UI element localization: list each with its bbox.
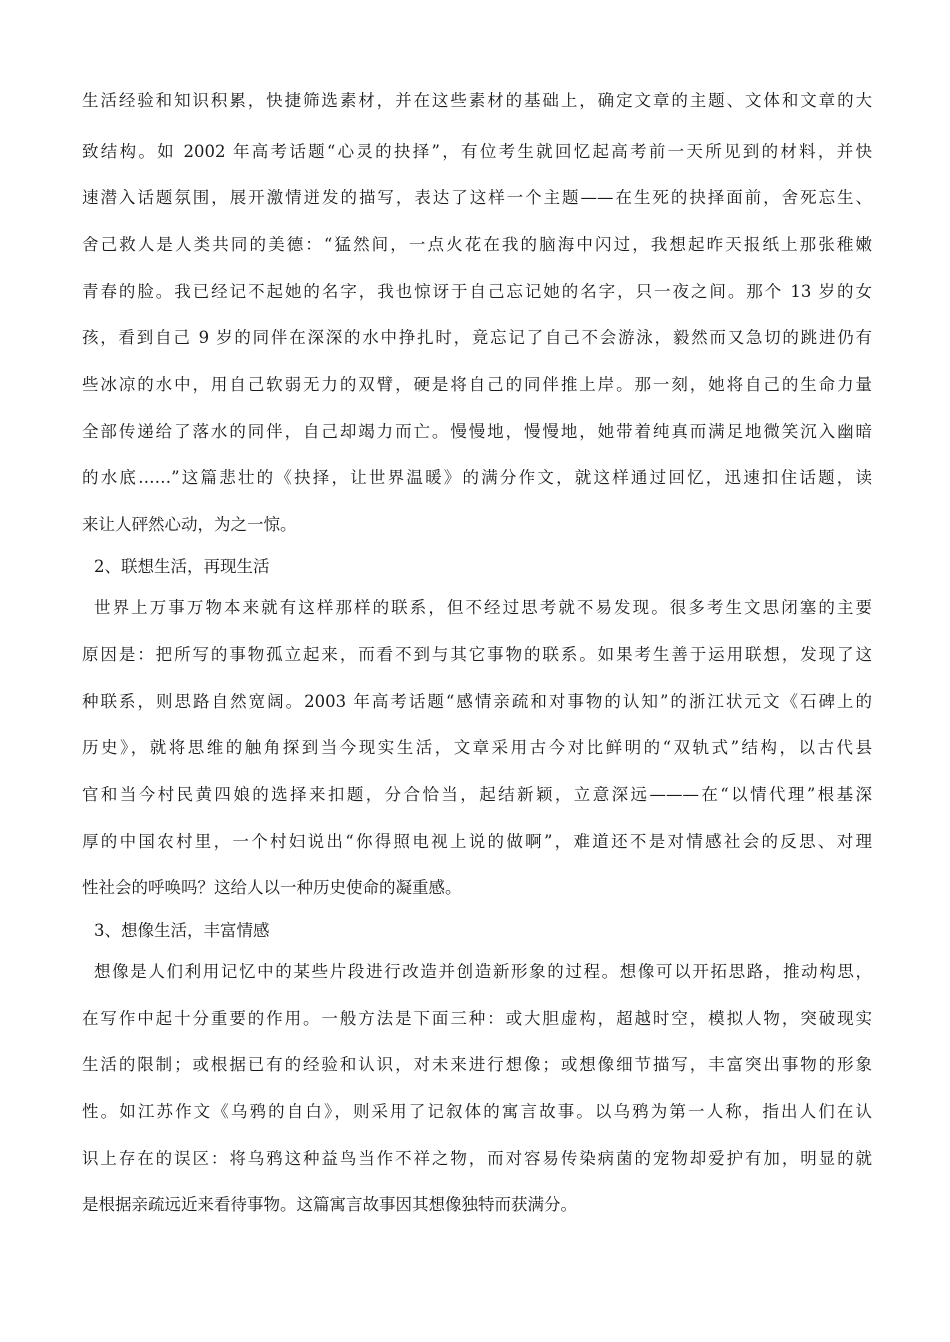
text-line: 速潜入话题氛围，展开激情迸发的描写，表达了这样一个主题——在生死的抉择面前，舍死忘生、 [82,188,872,207]
text-line: 性。如江苏作文《乌鸦的自白》，则采用了记叙体的寓言故事。以乌鸦为第一人称，指出人们在认 [82,1102,872,1121]
text-line: 些冰凉的水中，用自己软弱无力的双臂，硬是将自己的同伴推上岸。那一刻，她将自己的生命力量 [82,375,872,394]
text-line: 生活经验和知识积累，快捷筛选素材，并在这些素材的基础上，确定文章的主题、文体和文章的大 [82,91,872,110]
text-line: 致结构。如 2002 年高考话题“心灵的抉择”，有位考生就回忆起高考前一天所见到的材料，并快 [82,142,872,161]
section-heading: 3、想像生活，丰富情感 [94,921,270,940]
text-line: 舍己救人是人类共同的美德：“猛然间，一点火花在我的脑海中闪过，我想起昨天报纸上那张稚嫩 [82,235,872,254]
text-line: 孩，看到自己 9 岁的同伴在深深的水中挣扎时，竟忘记了自己不会游泳，毅然而又急切的跳进仍有 [82,328,872,347]
text-line: 在写作中起十分重要的作用。一般方法是下面三种：或大胆虚构，超越时空，模拟人物，突破现实 [82,1009,872,1028]
text-line: 原因是：把所写的事物孤立起来，而看不到与其它事物的联系。如果考生善于运用联想，发现了这 [82,645,872,664]
text-line: 是根据亲疏远近来看待事物。这篇寓言故事因其想像独特而获满分。 [82,1195,577,1214]
text-line: 厚的中国农村里，一个村妇说出“你得照电视上说的做啊”，难道还不是对情感社会的反思、对理 [82,832,872,851]
text-line: 世界上万事万物本来就有这样那样的联系，但不经过思考就不易发现。很多考生文思闭塞的主要 [94,598,872,617]
text-line: 官和当今村民黄四娘的选择来扣题，分合恰当，起结新颖，立意深远———在“以情代理”根基深 [82,785,872,804]
text-line: 种联系，则思路自然宽阔。2003 年高考话题“感情亲疏和对事物的认知”的浙江状元文《石碑上的 [82,692,872,711]
text-line: 识上存在的误区：将乌鸦这种益鸟当作不祥之物，而对容易传染病菌的宠物却爱护有加，明显的就 [82,1149,872,1168]
text-line: 想像是人们利用记忆中的某些片段进行改造并创造新形象的过程。想像可以开拓思路，推动构思， [94,962,872,981]
text-line: 生活的限制；或根据已有的经验和认识，对未来进行想像；或想像细节描写，丰富突出事物的形象 [82,1055,872,1074]
text-line: 性社会的呼唤吗？这给人以一种历史使命的凝重感。 [82,878,462,897]
section-heading: 2、联想生活，再现生活 [94,557,270,576]
text-line: 历史》，就将思维的触角探到当今现实生活，文章采用古今对比鲜明的“双轨式”结构，以古代县 [82,738,872,757]
text-line: 的水底……”这篇悲壮的《抉择，让世界温暖》的满分作文，就这样通过回忆，迅速扣住话题，读 [82,468,872,487]
text-line: 来让人砰然心动，为之一惊。 [82,515,297,534]
text-line: 青春的脸。我已经记不起她的名字，我也惊讶于自己忘记她的名字，只一夜之间。那个 13 岁的女 [82,282,872,301]
text-line: 全部传递给了落水的同伴，自己却竭力而亡。慢慢地，慢慢地，她带着纯真而满足地微笑沉入幽暗 [82,422,872,441]
